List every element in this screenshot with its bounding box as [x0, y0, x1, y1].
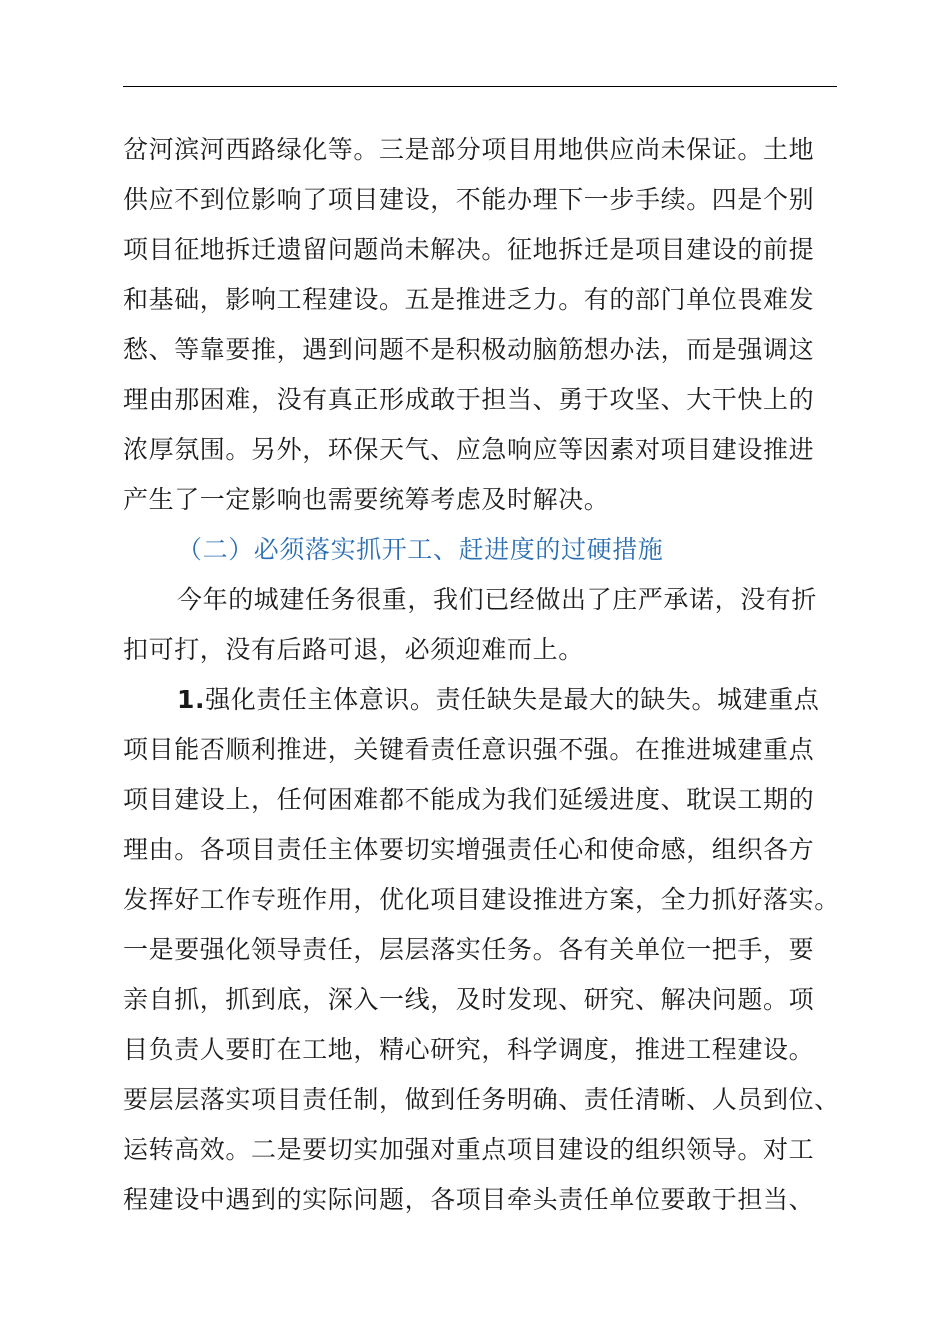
- text-line: 亲自抓，抓到底，深入一线，及时发现、研究、解决问题。项: [123, 985, 815, 1014]
- text-line: 要层层落实项目责任制，做到任务明确、责任清晰、人员到位、: [123, 1085, 840, 1114]
- text-line: 目负责人要盯在工地，精心研究，科学调度，推进工程建设。: [123, 1035, 815, 1064]
- item-title-text: 强化责任主体意识。责任缺失是最大的缺失。城建重点: [205, 685, 820, 714]
- text-line: 供应不到位影响了项目建设，不能办理下一步手续。四是个别: [123, 185, 815, 214]
- text-line: 扣可打，没有后路可退，必须迎难而上。: [123, 635, 584, 664]
- text-line: 程建设中遇到的实际问题，各项目牵头责任单位要敢于担当、: [123, 1185, 815, 1214]
- paragraph-commitment: [123, 575, 839, 675]
- text-line: 项目建设上，任何困难都不能成为我们延缓进度、耽误工期的: [123, 785, 815, 814]
- paragraph-item-1: [123, 675, 839, 1225]
- text-line: 岔河滨河西路绿化等。三是部分项目用地供应尚未保证。土地: [123, 135, 815, 164]
- text-line: 浓厚氛围。另外，环保天气、应急响应等因素对项目建设推进: [123, 435, 815, 464]
- text-line: 项目能否顺利推进，关键看责任意识强不强。在推进城建重点: [123, 735, 815, 764]
- paragraph-problems: [123, 125, 839, 525]
- document-body: [123, 125, 839, 1225]
- section-heading: （二）必须落实抓开工、赶进度的过硬措施: [177, 535, 664, 564]
- text-line: 项目征地拆迁遗留问题尚未解决。征地拆迁是项目建设的前提: [123, 235, 815, 264]
- text-line: 运转高效。二是要切实加强对重点项目建设的组织领导。对工: [123, 1135, 815, 1164]
- text-line: 理由那困难，没有真正形成敢于担当、勇于攻坚、大干快上的: [123, 385, 815, 414]
- text-line: 发挥好工作专班作用，优化项目建设推进方案，全力抓好落实。: [123, 885, 840, 914]
- text-line: 和基础，影响工程建设。五是推进乏力。有的部门单位畏难发: [123, 285, 815, 314]
- text-line: 愁、等靠要推，遇到问题不是积极动脑筋想办法，而是强调这: [123, 335, 815, 364]
- item-number: 1.: [177, 685, 206, 714]
- text-line: 理由。各项目责任主体要切实增强责任心和使命感，组织各方: [123, 835, 815, 864]
- item-first-line: [123, 675, 839, 725]
- text-line: 产生了一定影响也需要统筹考虑及时解决。: [123, 485, 610, 514]
- text-line: 一是要强化领导责任，层层落实任务。各有关单位一把手，要: [123, 935, 815, 964]
- header-rule: [123, 86, 837, 87]
- text-line: 今年的城建任务很重，我们已经做出了庄严承诺，没有折: [177, 585, 818, 614]
